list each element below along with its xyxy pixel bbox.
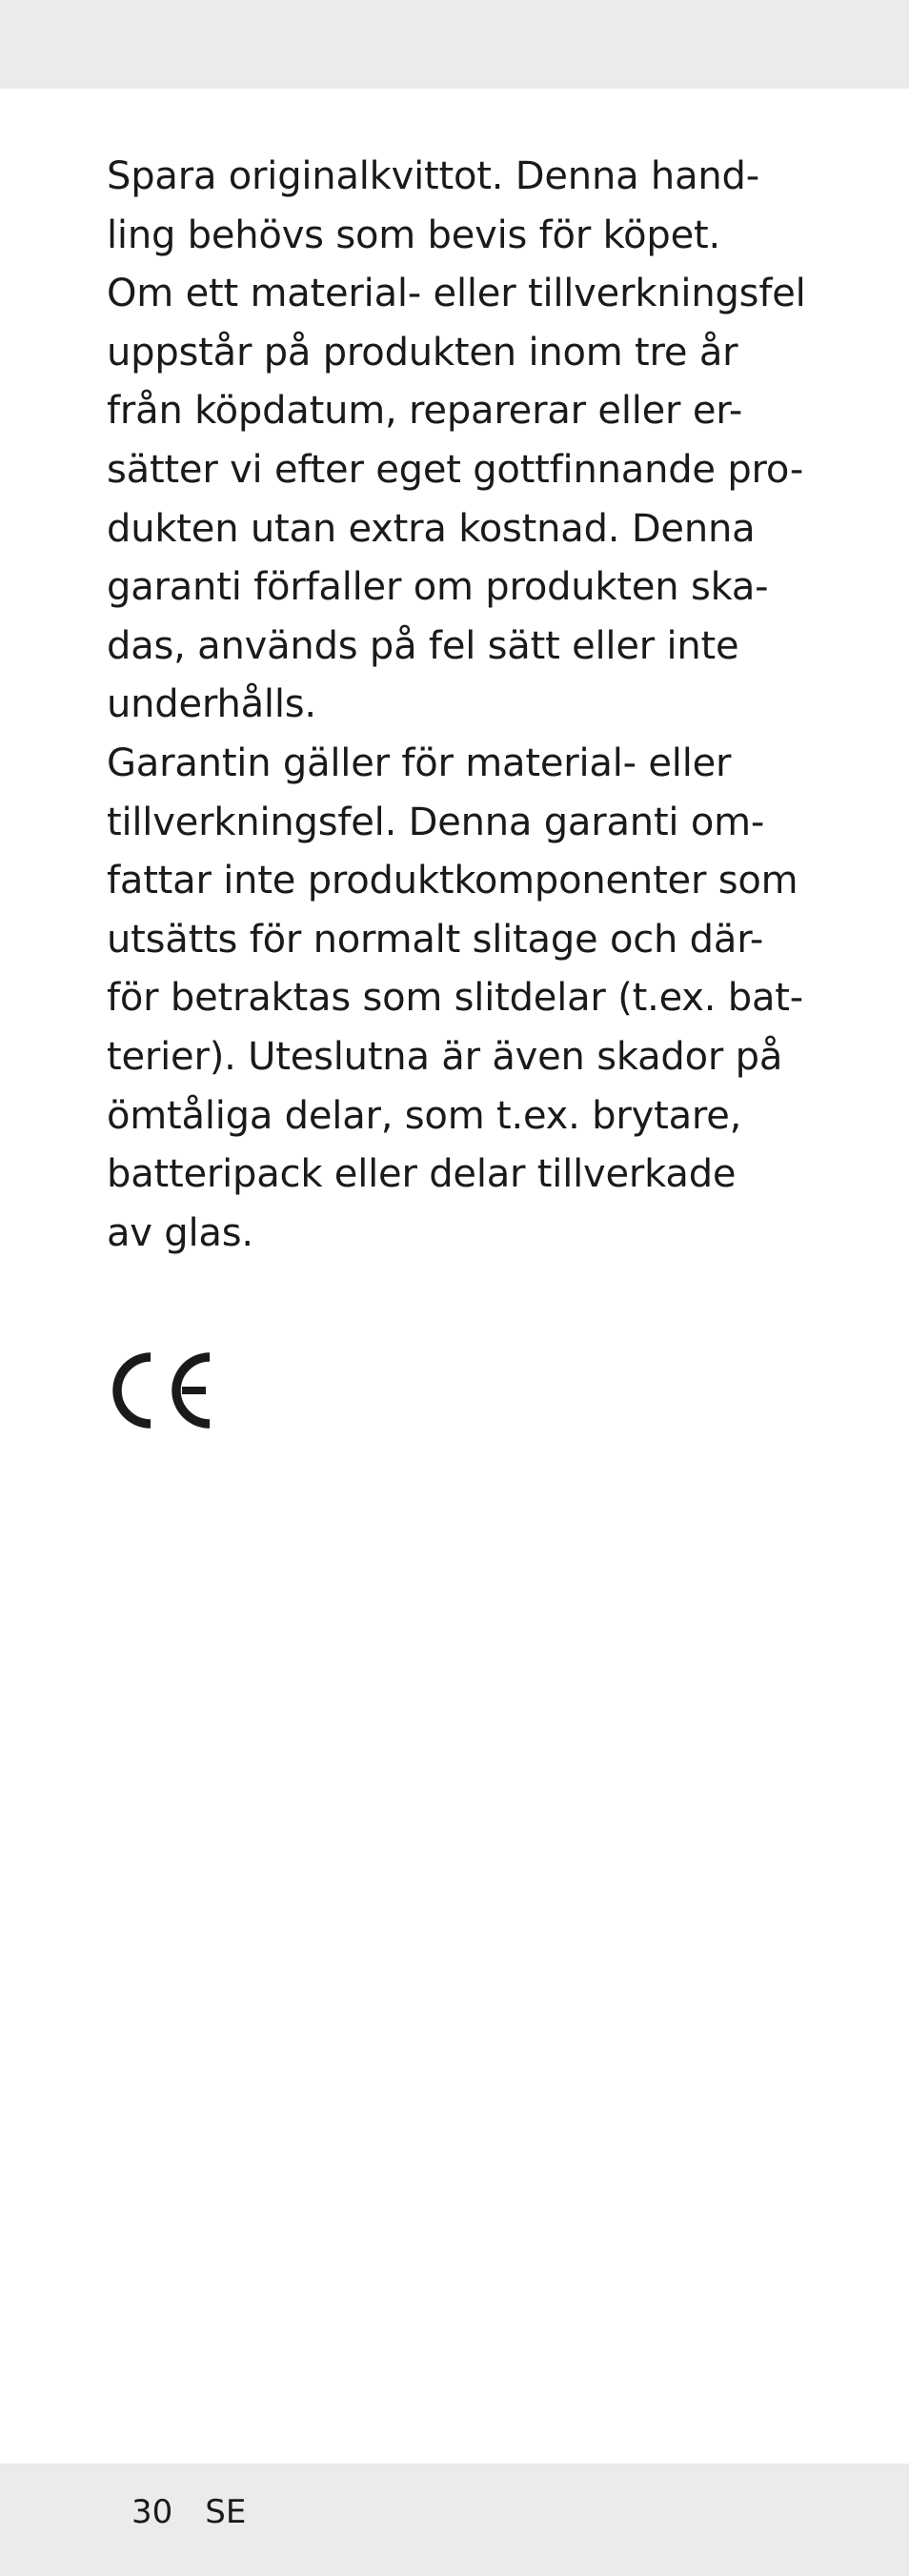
text-line: tillverkningsfel. Denna garanti om- [107,800,765,844]
text-line: garanti förfaller om produkten ska- [107,565,769,610]
header-band [0,0,909,89]
warranty-text-block [107,148,806,1263]
text-line: sätter vi efter eget gottfinnande pro- [107,447,804,492]
language-code: SE [205,2493,247,2531]
text-line: batteripack eller delar tillverkade [107,1152,737,1197]
text-line: ling behövs som bevis för köpet. [107,213,720,257]
page-footer [131,2493,246,2531]
text-line: Om ett material- eller tillverkningsfel [107,272,806,316]
text-line: Spara originalkvittot. Denna hand- [107,154,759,198]
ce-mark-icon [105,1351,215,1430]
text-line: från köpdatum, reparerar eller er- [107,389,743,434]
text-line: dukten utan extra kostnad. Denna [107,506,756,551]
page-number: 30 [131,2493,173,2531]
text-line: av glas. [107,1210,253,1255]
text-line: terier). Uteslutna är även skador på [107,1034,783,1079]
text-line: das, används på fel sätt eller inte [107,623,739,668]
text-line: uppstår på produkten inom tre år [107,330,738,375]
text-line: Garantin gäller för material- eller [107,740,732,785]
text-line: underhålls. [107,682,316,727]
text-line: ömtåliga delar, som t.ex. brytare, [107,1093,742,1138]
text-line: utsätts för normalt slitage och där- [107,917,764,962]
text-line: för betraktas som slitdelar (t.ex. bat- [107,976,804,1021]
text-line: fattar inte produktkomponenter som [107,859,798,903]
